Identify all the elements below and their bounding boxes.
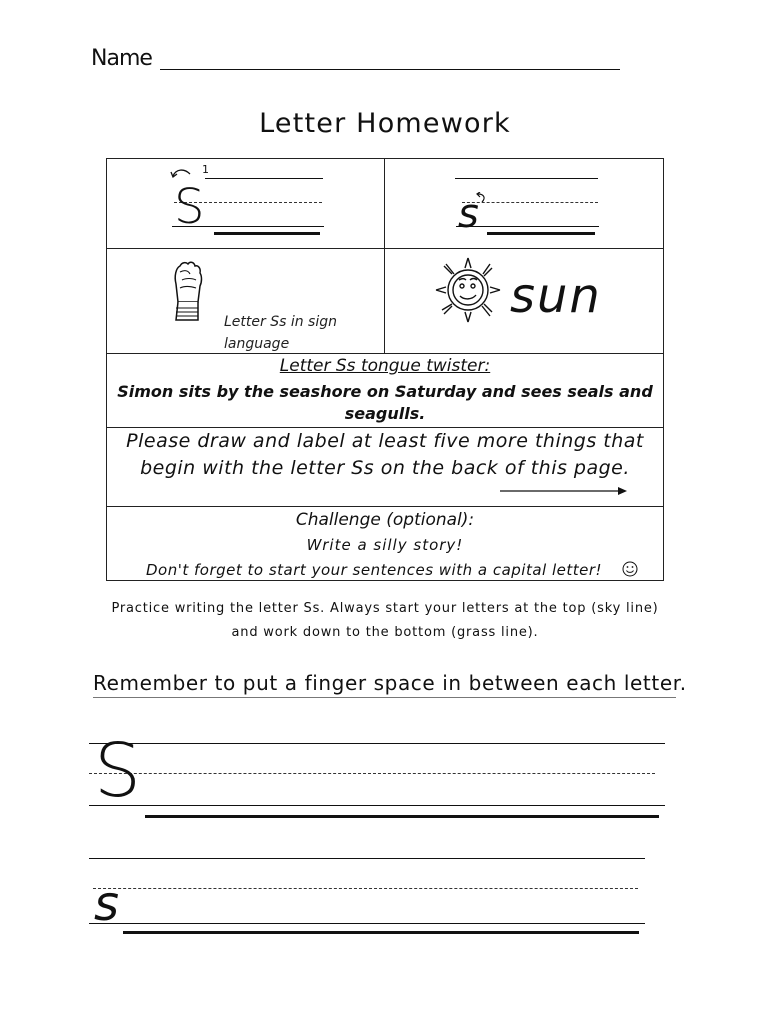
practice-instruction-line2: and work down to the bottom (grass line). — [231, 625, 539, 640]
sign-caption-line1: Letter Ss in sign — [224, 314, 337, 330]
practice-instruction-line1: Practice writing the letter Ss. Always start your letters at the top (sky line) — [111, 601, 659, 616]
challenge-heading: Challenge (optional): — [295, 510, 475, 530]
challenge-reminder: Don't forget to start your sentences with a capital letter! — [146, 561, 603, 579]
smiley-icon — [622, 561, 638, 577]
lowercase-s-practice-model: s — [94, 876, 120, 932]
draw-task-line1: Please draw and label at least five more things that — [126, 430, 644, 452]
page-title: Letter Homework — [259, 108, 511, 139]
challenge-story: Write a silly story! — [306, 536, 464, 554]
uppercase-s-practice-model: S — [94, 728, 141, 814]
tongue-twister-heading: Letter Ss tongue twister: — [279, 356, 491, 376]
finger-space-reminder: Remember to put a finger space in between each letter. — [93, 671, 687, 695]
sun-icon — [432, 254, 504, 326]
stroke-number: 1 — [202, 163, 209, 176]
lowercase-s-model: s — [458, 191, 479, 237]
sign-caption-line2: language — [224, 336, 290, 352]
draw-task-line2: begin with the letter Ss on the back of this page. — [140, 457, 630, 479]
name-blank-line[interactable] — [160, 69, 620, 70]
tongue-twister-line1: Simon sits by the seashore on Saturday and sees seals and — [117, 382, 653, 401]
sun-word: sun — [510, 268, 602, 324]
uppercase-s-model: S — [174, 179, 205, 235]
arrow-right-icon — [500, 485, 630, 497]
hand-sign-icon — [166, 258, 208, 324]
name-label: Name — [91, 46, 152, 71]
tongue-twister-line2: seagulls. — [344, 404, 426, 423]
